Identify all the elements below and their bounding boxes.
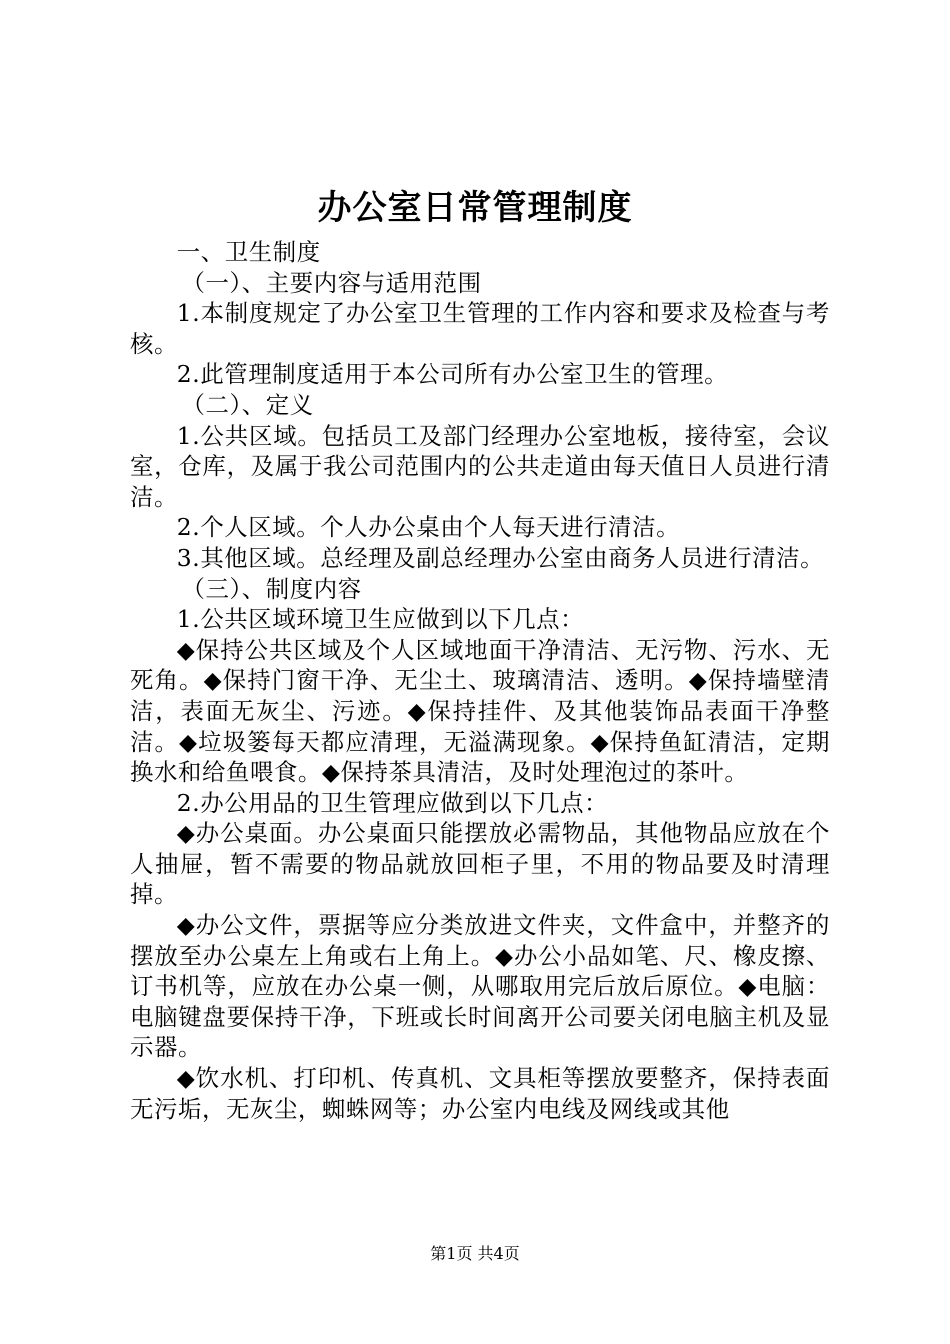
paragraph-document-rules: ◆办公文件，票据等应分类放进文件夹，文件盒中，并整齐的摆放至办公桌左上角或右上角上。◆办公小品如笔、尺、橡皮擦、订书机等，应放在办公桌一侧，从哪取用完后放后原位。◆电脑：电脑键盘要保持干净，下班或长时间离开公司要关闭电脑主机及显示器。 xyxy=(130,911,830,1062)
paragraph-content-2: 2.办公用品的卫生管理应做到以下几点： xyxy=(176,788,609,817)
paragraph-public-area-rules: ◆保持公共区域及个人区域地面干净清洁、无污物、污水、无死角。◆保持门窗干净、无尘土、玻璃清洁、透明。◆保持墙壁清洁，表面无灰尘、污迹。◆保持挂件、及其他装饰品表面干净整洁。◆垃圾篓每天都应清理，无溢满现象。◆保持鱼缸清洁，定期换水和给鱼喂食。◆保持茶具清洁，及时处理泡过的茶叶。 xyxy=(130,635,830,787)
paragraph-scope-1: 1.本制度规定了办公室卫生管理的工作内容和要求及检查与考核。 xyxy=(130,299,830,358)
subsection-heading-definition: （二）、定义 xyxy=(181,390,314,419)
section-heading-hygiene: 一、卫生制度 xyxy=(176,238,321,266)
paragraph-content-1: 1.公共区域环境卫生应做到以下几点： xyxy=(176,605,585,634)
page-footer: 第1页 共4页 xyxy=(430,1244,520,1263)
document-title: 办公室日常管理制度 xyxy=(317,188,633,228)
paragraph-equipment-rules: ◆饮水机、打印机、传真机、文具柜等摆放要整齐，保持表面无污垢，无灰尘，蜘蛛网等；办公室内电线及网线或其他 xyxy=(130,1064,830,1123)
paragraph-definition-3: 3.其他区域。总经理及副总经理办公室由商务人员进行清洁。 xyxy=(176,543,825,572)
subsection-heading-content: （三）、制度内容 xyxy=(181,574,362,603)
paragraph-definition-2: 2.个人区域。个人办公桌由个人每天进行清洁。 xyxy=(176,513,681,542)
paragraph-definition-1: 1.公共区域。包括员工及部门经理办公室地板，接待室，会议室，仓库，及属于我公司范围内的公共走道由每天值日人员进行清洁。 xyxy=(130,421,830,511)
subsection-heading-scope: （一）、主要内容与适用范围 xyxy=(181,268,482,297)
paragraph-scope-2: 2.此管理制度适用于本公司所有办公室卫生的管理。 xyxy=(176,360,729,389)
document-body xyxy=(130,237,830,1124)
paragraph-desk-rules: ◆办公桌面。办公桌面只能摆放必需物品，其他物品应放在个人抽屉，暂不需要的物品就放回柜子里，不用的物品要及时清理掉。 xyxy=(130,819,830,909)
